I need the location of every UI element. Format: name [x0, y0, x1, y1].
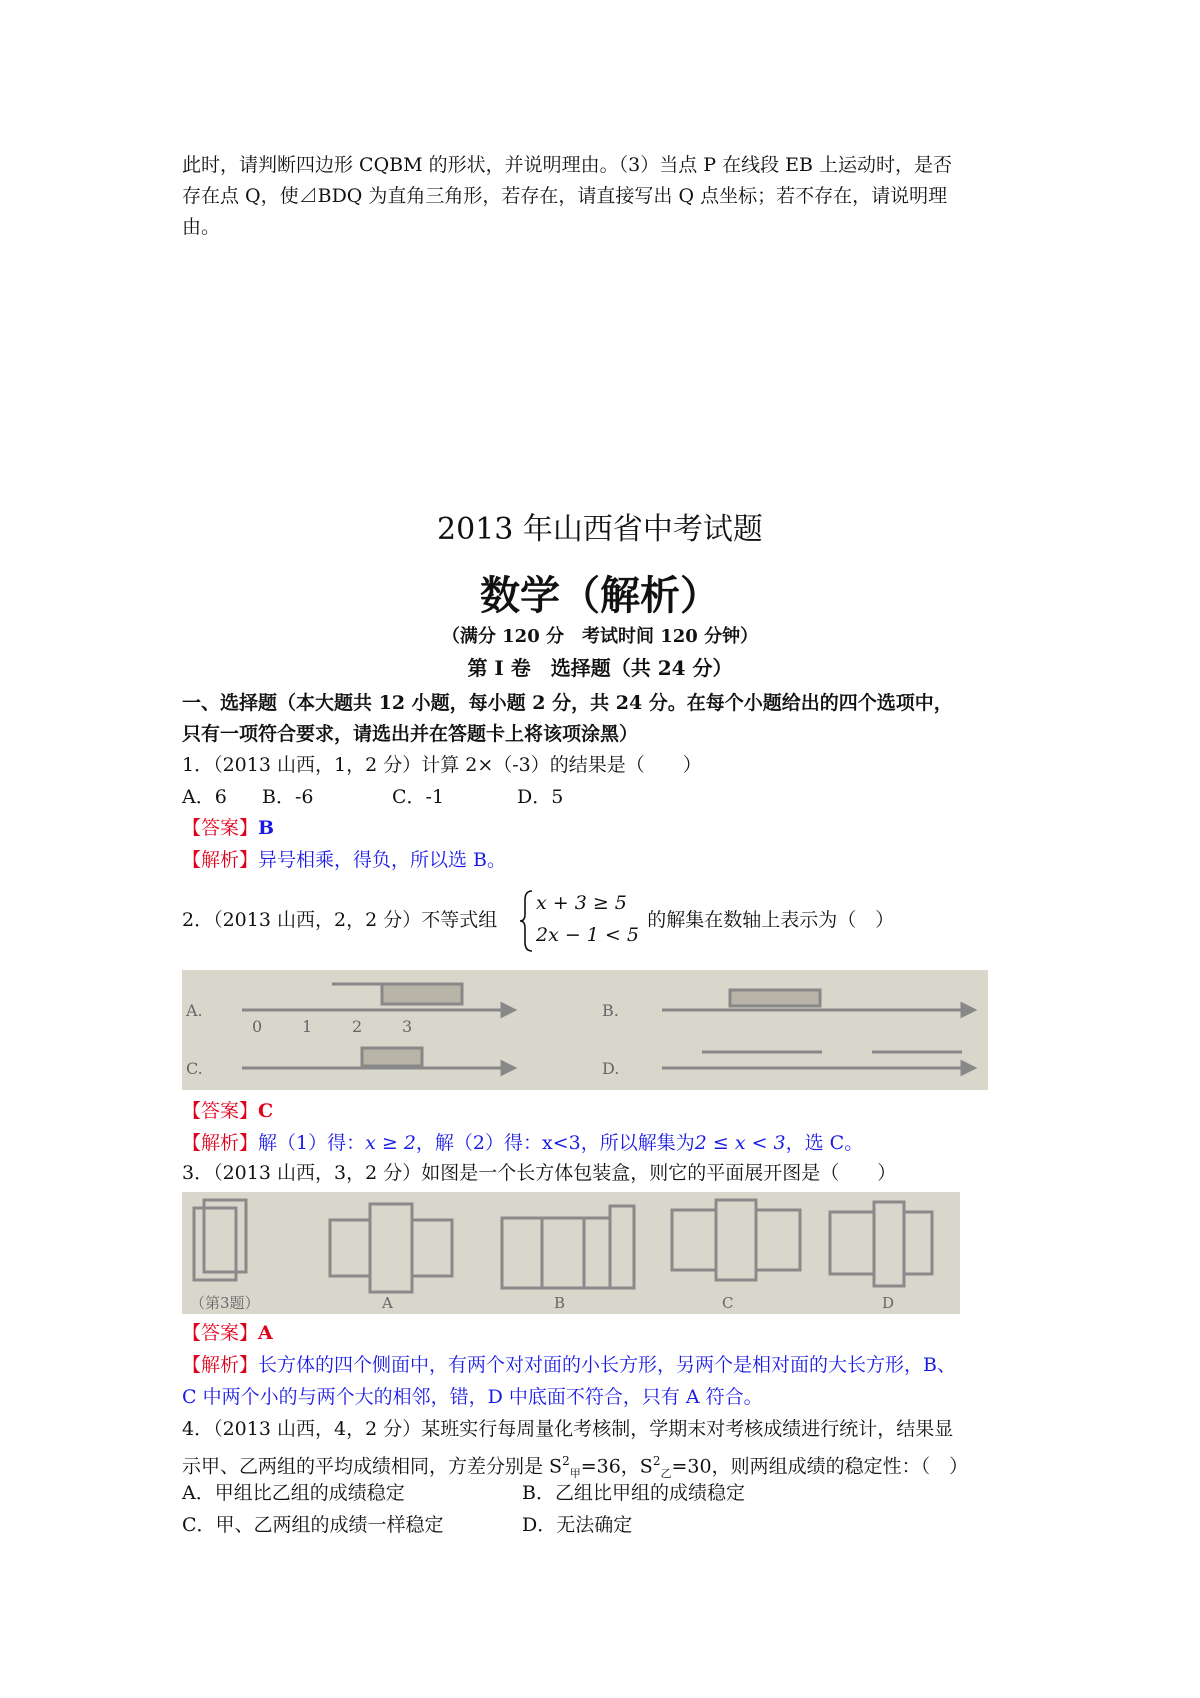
q2-stem-pre: 2．（2013 山西，2，2 分）不等式组 [182, 909, 498, 931]
fig-label-a: A. [186, 1001, 203, 1020]
q4-options-row-1 [182, 1480, 745, 1506]
analysis-math-1: x ≥ 2 [365, 1132, 416, 1154]
q1-option-b: B．-6 [262, 786, 314, 808]
section-title: 第 I 卷 选择题（共 24 分） [467, 656, 733, 680]
net-label-b: B [554, 1294, 566, 1312]
analysis-text-1: 长方体的四个侧面中，有两个对对面的小长方形，另两个是相对面的大长方形，B、 [258, 1354, 956, 1376]
q2-answer [182, 1098, 273, 1124]
q4-option-b: B．乙组比甲组的成绩稳定 [522, 1482, 745, 1504]
analysis-text: 异号相乘，得负，所以选 B。 [258, 849, 507, 871]
fig-label-d: D. [602, 1059, 620, 1078]
q3-answer [182, 1320, 273, 1346]
q4-option-c: C．甲、乙两组的成绩一样稳定 [182, 1514, 444, 1536]
exam-title: 2013 年山西省中考试题 [437, 512, 763, 547]
superscript-2: 2 [652, 1454, 661, 1468]
answer-label: 【答案】 [182, 1100, 259, 1122]
analysis-label: 【解析】 [182, 1132, 259, 1154]
superscript-2: 2 [562, 1454, 570, 1468]
analysis-text-1: 解（1）得： [258, 1132, 366, 1154]
q1-option-c: C．-1 [392, 786, 445, 808]
q1-stem: 1．（2013 山西，1，2 分）计算 2×（-3）的结果是（ ） [182, 754, 702, 776]
variance-jia: =36，S [580, 1455, 653, 1478]
answer-value: B [258, 817, 275, 839]
answer-label: 【答案】 [182, 817, 259, 839]
continuation-line-1: 此时，请判断四边形 CQBM 的形状，并说明理由。（3）当点 P 在线段 EB 上运动时，是否 [182, 154, 952, 176]
variance-yi: =30，则两组成绩的稳定性：（ ） [671, 1455, 969, 1478]
fig-caption: （第3题） [190, 1294, 260, 1312]
subscript-yi: 乙 [660, 1467, 672, 1481]
fig-label-c: C. [186, 1059, 203, 1078]
tick-1: 1 [302, 1017, 313, 1036]
answer-value: A [258, 1322, 273, 1344]
tick-3: 3 [402, 1017, 413, 1036]
q3-analysis-1 [182, 1352, 956, 1378]
continuation-line-3: 由。 [182, 216, 221, 238]
part-heading-1: 一、选择题（本大题共 12 小题，每小题 2 分，共 24 分。在每个小题给出的四个选项中， [182, 692, 953, 714]
q3-analysis-2: C 中两个小的与两个大的相邻，错，D 中底面不符合，只有 A 符合。 [182, 1386, 763, 1408]
answer-value: C [258, 1100, 274, 1122]
tick-0: 0 [252, 1017, 263, 1036]
q1-options [182, 784, 563, 810]
continuation-line-2: 存在点 Q，使⊿BDQ 为直角三角形，若存在，请直接写出 Q 点坐标；若不存在，请说明理 [182, 185, 948, 207]
q4-stem-1: 4．（2013 山西，4，2 分）某班实行每周量化考核制，学期末对考核成绩进行统计，结果显 [182, 1418, 954, 1440]
analysis-math-2: 2 ≤ x < 3 [694, 1132, 786, 1154]
q1-option-d: D．5 [517, 786, 564, 808]
exam-info: （满分 120 分 考试时间 120 分钟） [441, 626, 759, 647]
fig-label-b: B. [602, 1001, 619, 1020]
analysis-text-2: ，解（2）得：x<3，所以解集为 [415, 1132, 695, 1154]
answer-label: 【答案】 [182, 1322, 259, 1344]
subject-title: 数学（解析） [480, 572, 720, 619]
inequality-1: x + 3 ≥ 5 [536, 892, 627, 914]
q4-option-d: D．无法确定 [522, 1514, 633, 1536]
q3-stem: 3．（2013 山西，3，2 分）如图是一个长方体包装盒，则它的平面展开图是（ ） [182, 1162, 897, 1184]
net-label-d: D [882, 1294, 895, 1312]
q4-options-row-2 [182, 1512, 632, 1538]
q2-stem-post: 的解集在数轴上表示为（ ） [647, 909, 895, 931]
box-net-figure [182, 1192, 960, 1314]
net-label-c: C [722, 1294, 734, 1312]
net-label-a: A [382, 1294, 393, 1312]
analysis-label: 【解析】 [182, 849, 259, 871]
q1-answer [182, 815, 274, 841]
q4-option-a: A．甲组比乙组的成绩稳定 [182, 1482, 405, 1504]
analysis-text-3: ，选 C。 [785, 1132, 864, 1154]
number-line-figure [182, 970, 988, 1090]
subscript-jia: 甲 [569, 1467, 581, 1481]
q2-analysis [182, 1130, 863, 1156]
inequality-2: 2x − 1 < 5 [536, 924, 639, 946]
q1-option-a: A．6 [182, 786, 227, 808]
analysis-label: 【解析】 [182, 1354, 259, 1376]
tick-2: 2 [352, 1017, 363, 1036]
part-heading-2: 只有一项符合要求，请选出并在答题卡上将该项涂黑） [182, 723, 639, 745]
q4-stem-2-pre: 示甲、乙两组的平均成绩相同，方差分别是 S [182, 1455, 563, 1478]
q1-analysis [182, 847, 506, 873]
